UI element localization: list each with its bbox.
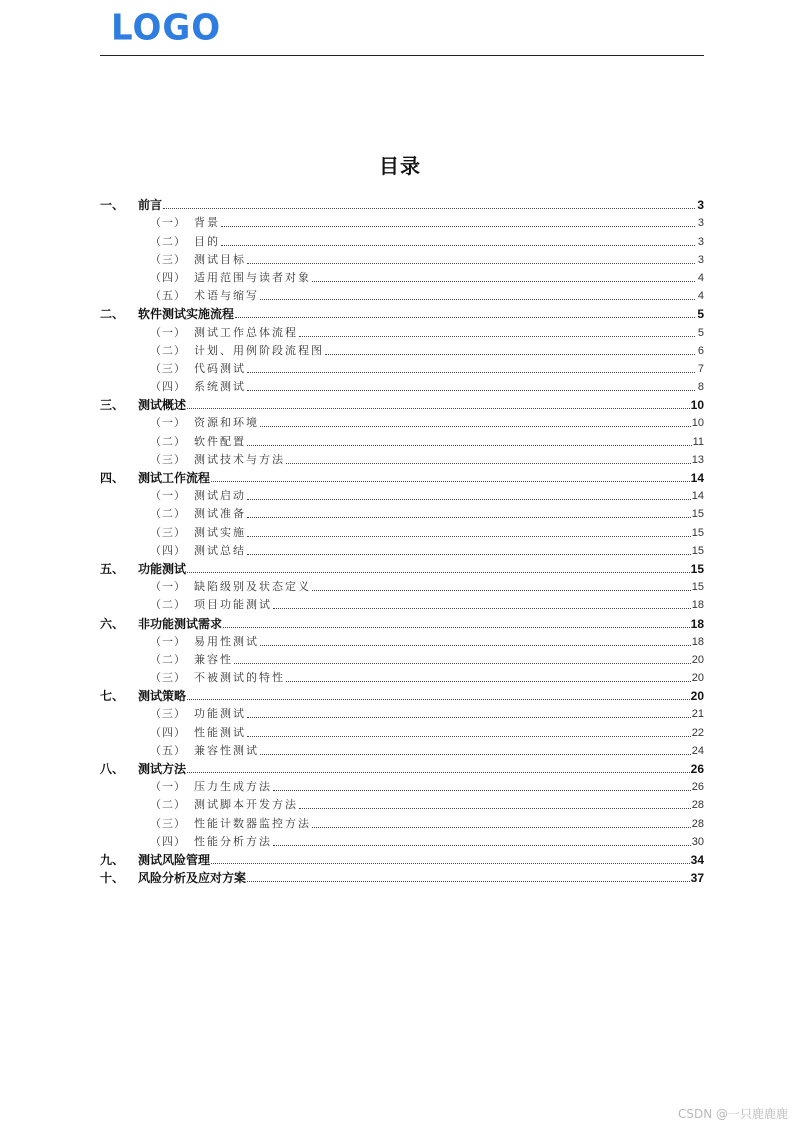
toc-entry-title: 测试技术与方法 [194,452,285,466]
toc-page-number: 21 [691,708,704,721]
toc-page-number: 34 [690,852,704,867]
toc-dot-leader [247,881,690,882]
toc-page-number: 28 [691,799,704,812]
toc-entry-number: （三） [150,361,186,375]
toc-section-row[interactable] [100,740,704,758]
toc-dot-leader [325,354,695,355]
toc-entry-number: （四） [150,834,186,848]
toc-page-number: 7 [697,362,704,375]
toc-entry-title: 软件配置 [194,434,246,448]
toc-dot-leader [260,299,695,300]
toc-dot-leader [260,645,691,646]
toc-page-number: 13 [691,453,704,466]
toc-entry-title: 功能测试 [194,707,246,721]
toc-entry-number: 五、 [100,561,125,576]
toc-chapter-row[interactable] [100,558,704,576]
toc-entry-title: 性能计数器监控方法 [194,816,311,830]
toc-dot-leader [247,554,691,555]
toc-entry-number: （三） [150,707,186,721]
toc-section-row[interactable] [100,412,704,430]
toc-section-row[interactable] [100,449,704,467]
toc-page-number: 3 [697,198,704,213]
toc-dot-leader [286,463,691,464]
toc-chapter-row[interactable] [100,685,704,703]
toc-entry-number: （二） [150,234,186,248]
toc-entry-title: 术语与缩写 [194,289,259,303]
toc-entry-title: 测试方法 [138,762,187,776]
toc-page-number: 22 [691,726,704,739]
toc-page-number: 5 [697,326,704,339]
toc-chapter-row[interactable] [100,194,704,212]
toc-page-number: 4 [697,290,704,303]
logo: LOGO [111,7,222,49]
toc-section-row[interactable] [100,267,704,285]
toc-entry-title: 系统测试 [194,380,246,394]
toc-entry-title: 测试实施 [194,525,246,539]
toc-page-number: 14 [690,471,704,485]
toc-entry-title: 软件测试实施流程 [138,307,235,322]
toc-section-row[interactable] [100,376,704,394]
toc-dot-leader [273,608,691,609]
toc-section-row[interactable] [100,703,704,721]
toc-dot-leader [273,845,691,846]
toc-entry-number: （三） [150,671,186,685]
toc-section-row[interactable] [100,576,704,594]
toc-dot-leader [260,426,691,427]
toc-dot-leader [247,445,692,446]
toc-entry-number: （三） [150,525,186,539]
toc-section-row[interactable] [100,540,704,558]
toc-page-number: 20 [690,689,704,704]
toc-entry-number: （二） [150,434,186,448]
toc-entry-title: 代码测试 [194,361,246,375]
toc-entry-number: 三、 [100,398,125,413]
toc-entry-title: 背景 [194,216,220,230]
toc-entry-title: 测试工作总体流程 [194,325,298,339]
toc-entry-number: （四） [150,543,186,557]
toc-dot-leader [247,372,695,373]
toc-page-number: 3 [697,217,704,230]
toc-entry-number: （二） [150,652,186,666]
toc-entry-number: 十、 [100,871,125,886]
toc-entry-title: 兼容性测试 [194,743,259,757]
toc-section-row[interactable] [100,812,704,830]
toc-page-number: 20 [691,653,704,666]
toc-dot-leader [247,499,691,500]
toc-page-number: 8 [697,381,704,394]
toc-entry-number: 一、 [100,198,125,213]
toc-page-number: 26 [690,762,704,776]
toc-entry-title: 测试目标 [194,252,246,266]
toc-dot-leader [299,808,691,809]
toc-entry-title: 测试脚本开发方法 [194,798,298,812]
toc-entry-number: （二） [150,507,186,521]
toc-entry-title: 缺陷级别及状态定义 [194,580,311,594]
toc-page-number: 5 [697,307,704,322]
toc-entry-number: （一） [150,216,186,230]
toc-page-number: 6 [697,344,704,357]
toc-dot-leader [235,317,695,318]
toc-dot-leader [187,772,690,773]
toc-entry-number: （五） [150,743,186,757]
toc-section-row[interactable] [100,649,704,667]
toc-page-number: 26 [691,781,704,794]
toc-entry-title: 性能测试 [194,725,246,739]
toc-page-number: 20 [691,672,704,685]
toc-section-row[interactable] [100,340,704,358]
toc-page-number: 10 [690,398,704,413]
toc-entry-title: 适用范围与读者对象 [194,270,311,284]
toc-entry-title: 不被测试的特性 [194,671,285,685]
toc-entry-title: 前言 [138,198,163,213]
toc-page-number: 24 [691,744,704,757]
toc-section-row[interactable] [100,230,704,248]
toc-page-number: 14 [691,490,704,503]
toc-section-row[interactable] [100,776,704,794]
header-divider [100,55,704,56]
toc-section-row[interactable] [100,430,704,448]
toc-entry-title: 测试策略 [138,689,187,704]
toc-entry-title: 目的 [194,234,220,248]
toc-section-row[interactable] [100,521,704,539]
toc-title: 目录 [379,154,421,178]
toc-entry-number: （一） [150,580,186,594]
toc-entry-number: （一） [150,416,186,430]
toc-entry-number: 二、 [100,307,125,322]
toc-entry-title: 功能测试 [138,561,187,576]
toc-page-number: 10 [691,417,704,430]
toc-page-number: 4 [697,271,704,284]
toc-page-number: 18 [691,599,704,612]
toc-section-row[interactable] [100,285,704,303]
toc-page-number: 15 [690,561,704,576]
toc-entry-title: 兼容性 [194,652,233,666]
toc-entry-number: （四） [150,725,186,739]
toc-page-number: 3 [697,235,704,248]
toc-section-row[interactable] [100,249,704,267]
toc-dot-leader [247,536,691,537]
toc-dot-leader [187,699,690,700]
toc-dot-leader [286,681,691,682]
toc-entry-number: （四） [150,270,186,284]
toc-dot-leader [211,481,690,482]
toc-entry-number: （一） [150,489,186,503]
toc-entry-title: 非功能测试需求 [138,616,223,631]
toc-dot-leader [223,627,690,628]
toc-dot-leader [247,517,691,518]
toc-section-row[interactable] [100,794,704,812]
toc-dot-leader [312,281,695,282]
toc-section-row[interactable] [100,594,704,612]
toc-entry-title: 测试总结 [194,543,246,557]
toc-entry-number: 四、 [100,471,125,485]
toc-entry-number: （二） [150,598,186,612]
toc-dot-leader [312,590,691,591]
toc-entry-title: 测试启动 [194,489,246,503]
toc-page-number: 15 [691,544,704,557]
toc-chapter-row[interactable] [100,867,704,885]
toc-entry-title: 风险分析及应对方案 [138,871,247,886]
toc-dot-leader [312,827,691,828]
toc-entry-title: 资源和环境 [194,416,259,430]
toc-entry-number: 九、 [100,852,125,867]
toc-section-row[interactable] [100,485,704,503]
toc-dot-leader [187,572,690,573]
toc-dot-leader [163,208,695,209]
toc-page-number: 30 [691,835,704,848]
toc-chapter-row[interactable] [100,849,704,867]
toc-section-row[interactable] [100,358,704,376]
toc-section-row[interactable] [100,631,704,649]
watermark: CSDN @一只鹿鹿鹿 [677,1107,788,1121]
toc-entry-number: （一） [150,634,186,648]
toc-dot-leader [221,226,695,227]
toc-chapter-row[interactable] [100,758,704,776]
toc-dot-leader [247,390,695,391]
toc-entry-number: （四） [150,380,186,394]
toc-dot-leader [299,336,695,337]
toc-entry-title: 压力生成方法 [194,780,272,794]
toc-dot-leader [247,736,691,737]
toc-entry-title: 测试概述 [138,398,187,413]
toc-section-row[interactable] [100,321,704,339]
toc-dot-leader [260,754,691,755]
toc-entry-number: （三） [150,452,186,466]
toc-section-row[interactable] [100,212,704,230]
toc-entry-title: 测试准备 [194,507,246,521]
toc-dot-leader [247,717,691,718]
toc-page-number: 15 [691,526,704,539]
toc-entry-number: （一） [150,325,186,339]
toc-page-number: 15 [691,508,704,521]
toc-chapter-row[interactable] [100,612,704,630]
table-of-contents [100,194,704,885]
toc-page-number: 18 [690,616,704,631]
toc-page-number: 28 [691,817,704,830]
toc-chapter-row[interactable] [100,303,704,321]
toc-page-number: 3 [697,253,704,266]
toc-page-number: 11 [692,435,704,448]
toc-entry-title: 测试工作流程 [138,471,211,485]
toc-entry-number: （二） [150,343,186,357]
toc-entry-number: 八、 [100,762,125,776]
toc-entry-title: 测试风险管理 [138,852,211,867]
toc-chapter-row[interactable] [100,467,704,485]
toc-dot-leader [221,245,695,246]
toc-entry-title: 性能分析方法 [194,834,272,848]
toc-dot-leader [187,408,690,409]
toc-section-row[interactable] [100,721,704,739]
toc-page-number: 37 [690,871,704,886]
toc-chapter-row[interactable] [100,394,704,412]
toc-section-row[interactable] [100,667,704,685]
toc-entry-number: （五） [150,289,186,303]
toc-dot-leader [247,263,695,264]
toc-dot-leader [273,790,691,791]
toc-entry-title: 易用性测试 [194,634,259,648]
toc-entry-number: （二） [150,798,186,812]
toc-dot-leader [211,863,690,864]
toc-entry-title: 项目功能测试 [194,598,272,612]
toc-entry-number: （一） [150,780,186,794]
toc-page-number: 15 [691,581,704,594]
toc-entry-number: （三） [150,252,186,266]
toc-dot-leader [234,663,691,664]
toc-entry-number: 七、 [100,689,125,704]
toc-entry-title: 计划、用例阶段流程图 [194,343,324,357]
toc-section-row[interactable] [100,503,704,521]
toc-entry-number: （三） [150,816,186,830]
toc-section-row[interactable] [100,831,704,849]
toc-entry-number: 六、 [100,616,125,631]
toc-page-number: 18 [691,635,704,648]
